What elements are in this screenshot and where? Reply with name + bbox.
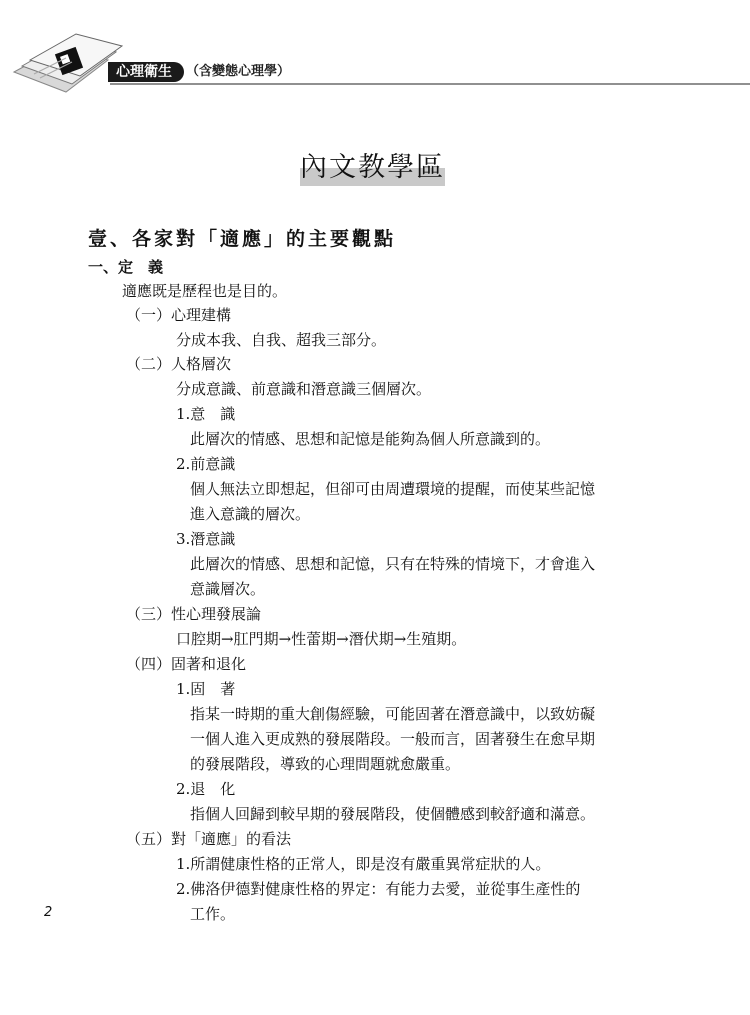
item-label: 1.意 識	[176, 405, 236, 423]
item-body: 指某一時期的重大創傷經驗，可能固著在潛意識中，以致妨礙	[190, 705, 596, 723]
item-body: 的發展階段，導致的心理問題就愈嚴重。	[190, 755, 461, 773]
item-body: 口腔期→肛門期→性蕾期→潛伏期→生殖期。	[176, 630, 467, 648]
book-subtitle: （含變態心理學）	[186, 64, 291, 79]
intro-text: 適應既是歷程也是目的。	[122, 282, 288, 300]
item-label: （二）人格層次	[126, 355, 232, 373]
item-label: （一）心理建構	[126, 306, 232, 324]
page-header	[0, 0, 750, 110]
item-label: 2.佛洛伊德對健康性格的界定：有能力去愛，並從事生產性的	[176, 880, 581, 898]
item-label: 2.退 化	[176, 780, 236, 798]
main-heading: 壹、各家對「適應」的主要觀點	[88, 228, 397, 250]
book-stack-icon	[0, 0, 750, 110]
item-label: 2.前意識	[176, 455, 236, 473]
sub-heading: 一、定 義	[88, 258, 164, 276]
book-title: 心理衛生	[108, 62, 184, 82]
item-body: 此層次的情感、思想和記憶，只有在特殊的情境下，才會進入	[190, 555, 596, 573]
page-number: 2	[44, 905, 53, 920]
item-label: （三）性心理發展論	[126, 605, 262, 623]
item-label: 1.所謂健康性格的正常人，即是沒有嚴重異常症狀的人。	[176, 855, 551, 873]
item-body: 指個人回歸到較早期的發展階段，使個體感到較舒適和滿意。	[190, 805, 596, 823]
item-body: 分成意識、前意識和潛意識三個層次。	[176, 380, 432, 398]
item-body: 進入意識的層次。	[190, 505, 311, 523]
section-title	[300, 148, 445, 188]
item-body: 個人無法立即想起，但卻可由周遭環境的提醒，而使某些記憶	[190, 480, 596, 498]
item-body: 工作。	[190, 905, 236, 923]
item-body: 意識層次。	[190, 580, 266, 598]
item-label: 3.潛意識	[176, 530, 236, 548]
section-title-text: 內文教學區	[300, 152, 445, 183]
item-body: 一個人進入更成熟的發展階段。一般而言，固著發生在愈早期	[190, 730, 596, 748]
item-body: 分成本我、自我、超我三部分。	[176, 331, 387, 349]
item-label: （五）對「適應」的看法	[126, 830, 292, 848]
item-label: 1.固 著	[176, 680, 236, 698]
item-body: 此層次的情感、思想和記憶是能夠為個人所意識到的。	[190, 430, 551, 448]
item-label: （四）固著和退化	[126, 655, 247, 673]
